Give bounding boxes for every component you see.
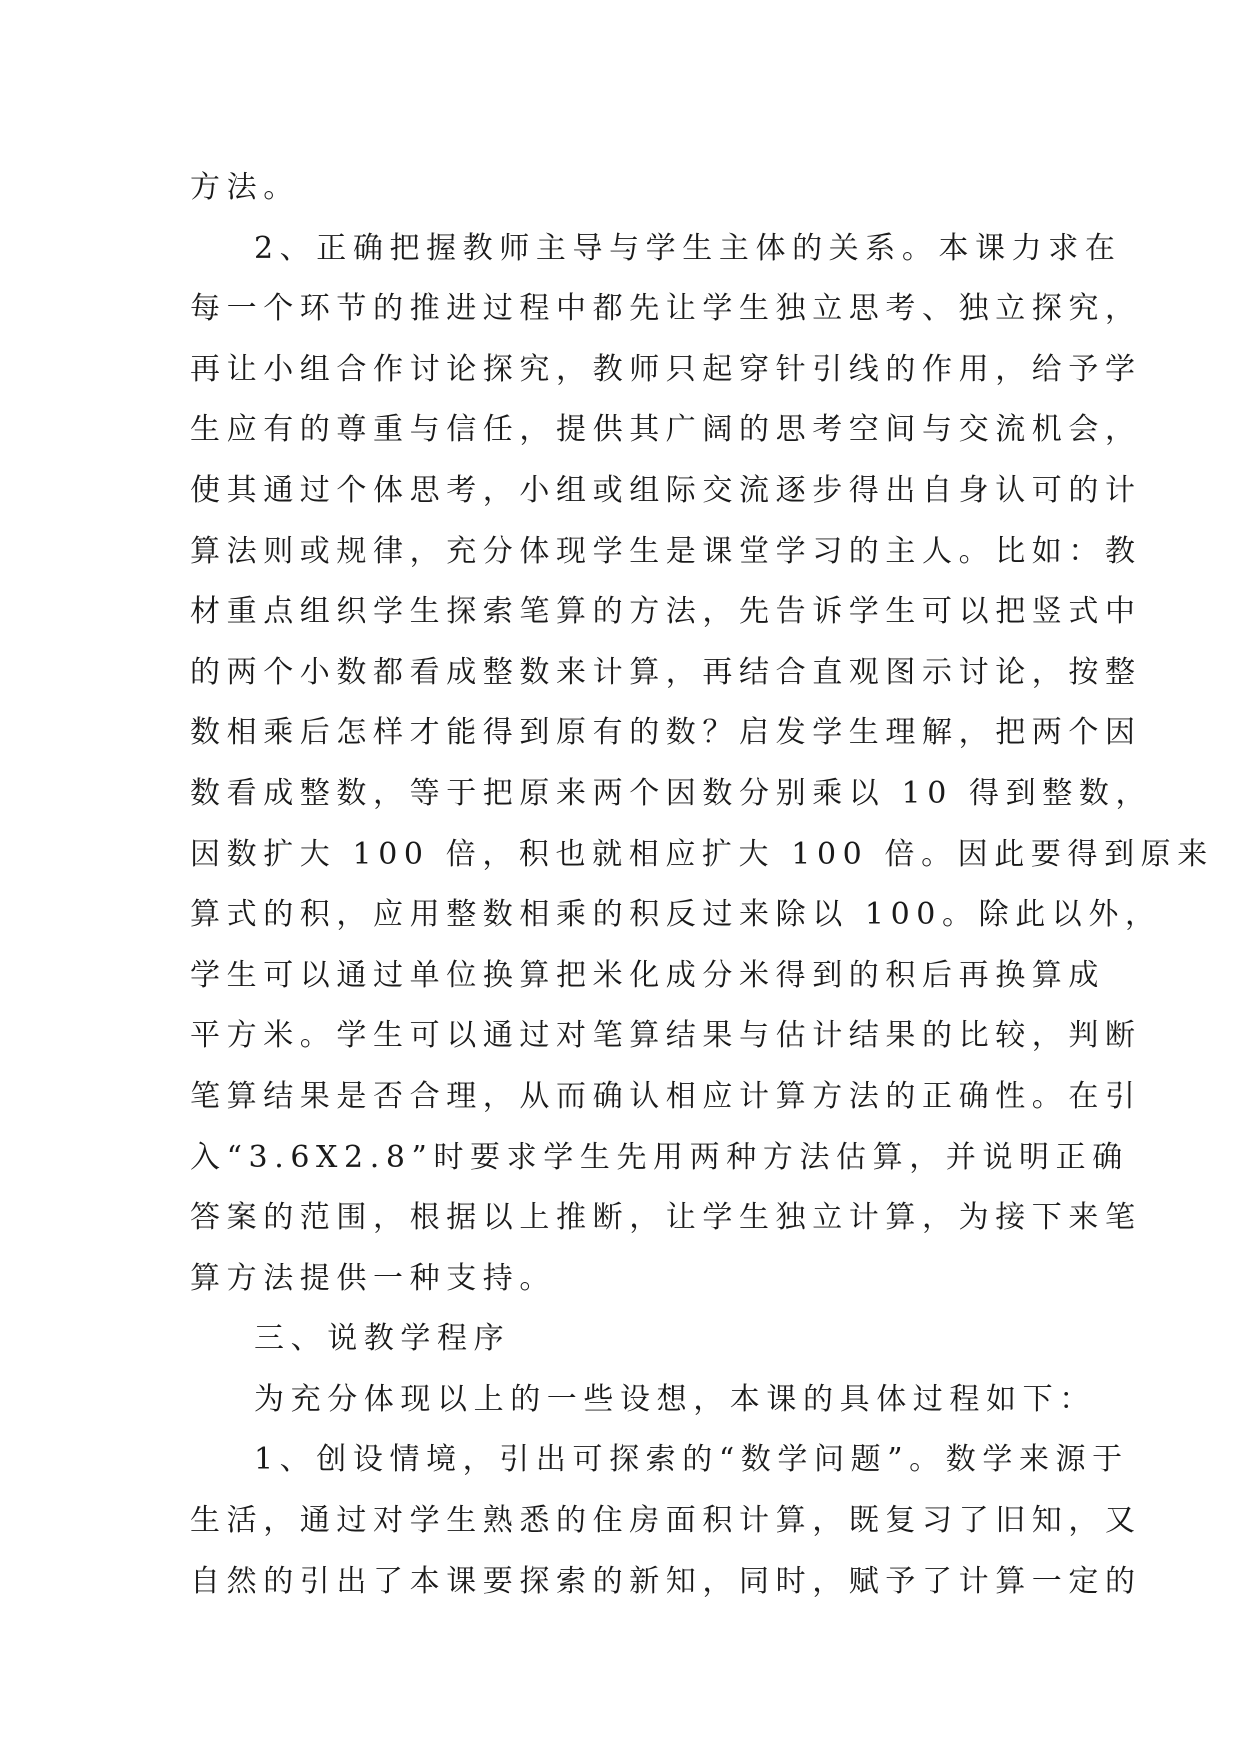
- text-line: 学生可以通过单位换算把米化成分米得到的积后再换算成: [190, 957, 1105, 993]
- text-line: 入“3.6X2.8”时要求学生先用两种方法估算，并说明正确: [190, 1139, 1129, 1175]
- text-line: 答案的范围，根据以上推断，让学生独立计算，为接下来笔: [190, 1200, 1142, 1236]
- text-line: 因数扩大 100 倍，积也就相应扩大 100 倍。因此要得到原来: [190, 836, 1214, 872]
- text-line: 每一个环节的推进过程中都先让学生独立思考、独立探究，: [190, 291, 1142, 327]
- text-line: 材重点组织学生探索笔算的方法，先告诉学生可以把竖式中: [190, 594, 1142, 630]
- text-line: 使其通过个体思考，小组或组际交流逐步得出自身认可的计: [190, 472, 1142, 508]
- paragraph-start-line: 为充分体现以上的一些设想，本课的具体过程如下：: [254, 1381, 1096, 1417]
- text-line: 算方法提供一种支持。: [190, 1260, 556, 1296]
- text-line: 再让小组合作讨论探究，教师只起穿针引线的作用，给予学: [190, 351, 1142, 387]
- text-line: 数相乘后怎样才能得到原有的数？启发学生理解，把两个因: [190, 715, 1142, 751]
- paragraph-start-line: 1、创设情境，引出可探索的“数学问题”。数学来源于: [254, 1442, 1129, 1478]
- text-line: 生活，通过对学生熟悉的住房面积计算，既复习了旧知，又: [190, 1503, 1142, 1539]
- text-line: 算法则或规律，充分体现学生是课堂学习的主人。比如：教: [190, 533, 1142, 569]
- paragraph-start-line: 2、正确把握教师主导与学生主体的关系。本课力求在: [254, 230, 1122, 266]
- section-heading: 三、说教学程序: [254, 1321, 511, 1357]
- text-line: 笔算结果是否合理，从而确认相应计算方法的正确性。在引: [190, 1078, 1142, 1114]
- text-line: 数看成整数，等于把原来两个因数分别乘以 10 得到整数，: [190, 775, 1153, 811]
- text-line: 算式的积，应用整数相乘的积反过来除以 100。除此以外，: [190, 897, 1162, 933]
- text-line: 的两个小数都看成整数来计算，再结合直观图示讨论，按整: [190, 654, 1142, 690]
- text-line: 自然的引出了本课要探索的新知，同时，赋予了计算一定的: [190, 1563, 1142, 1599]
- body-text: [190, 158, 1214, 1612]
- text-line: 方法。: [190, 170, 300, 205]
- text-line: 平方米。学生可以通过对笔算结果与估计结果的比较，判断: [190, 1018, 1142, 1054]
- text-line: 生应有的尊重与信任，提供其广阔的思考空间与交流机会，: [190, 412, 1142, 448]
